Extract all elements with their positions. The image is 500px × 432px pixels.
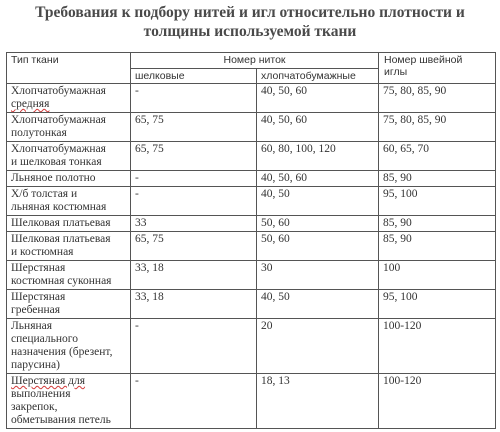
fabric-line: Хлопчатобумажная	[11, 85, 106, 97]
needle-cell: 100-120	[379, 319, 496, 374]
fabric-cell	[7, 84, 131, 113]
fabric-cell	[7, 216, 131, 232]
table-row	[7, 232, 496, 261]
fabric-line: гребенная	[11, 304, 61, 316]
table-title-line-2: толщины используемой ткани	[143, 23, 357, 40]
table-row	[7, 290, 496, 319]
cotton-cell: 40, 50, 60	[257, 113, 379, 142]
silk-cell: 65, 75	[131, 232, 257, 261]
fabric-cell	[7, 232, 131, 261]
fabric-cell	[7, 374, 131, 429]
needle-cell: 85, 90	[379, 171, 496, 187]
fabric-line: Хлопчатобумажная	[11, 143, 106, 155]
header-needle-number-line-1: Номер швейной	[384, 54, 463, 66]
cotton-cell: 40, 50, 60	[257, 84, 379, 113]
silk-cell: -	[131, 187, 257, 216]
fabric-line: Шерстяная	[11, 291, 66, 303]
requirements-table	[6, 52, 496, 429]
cotton-cell: 30	[257, 261, 379, 290]
silk-cell: 33	[131, 216, 257, 232]
silk-cell: 65, 75	[131, 113, 257, 142]
cotton-cell: 40, 50, 60	[257, 171, 379, 187]
needle-cell: 95, 100	[379, 187, 496, 216]
silk-cell: -	[131, 374, 257, 429]
fabric-cell	[7, 142, 131, 171]
cotton-cell: 40, 50	[257, 187, 379, 216]
cotton-cell: 40, 50	[257, 290, 379, 319]
fabric-line: средняя	[11, 98, 50, 110]
needle-cell: 75, 80, 85, 90	[379, 84, 496, 113]
fabric-line: специального	[11, 333, 78, 345]
fabric-line	[11, 375, 126, 388]
table-row	[7, 261, 496, 290]
fabric-line: и костюмная	[11, 246, 74, 258]
header-thread-number	[131, 53, 379, 69]
header-cotton	[257, 69, 379, 84]
fabric-line: парусина)	[11, 359, 60, 371]
table-row	[7, 113, 496, 142]
fabric-cell	[7, 171, 131, 187]
fabric-line: льняная костюмная	[11, 201, 107, 213]
header-fabric-type-label: Тип ткани	[11, 54, 59, 66]
table-row	[7, 84, 496, 113]
fabric-line: Шерстяная	[11, 262, 66, 274]
table-title-line-1: Требования к подбору нитей и игл относительно плотности и	[35, 4, 465, 21]
fabric-line-text: Шерстяная для	[11, 375, 86, 387]
needle-cell: 100	[379, 261, 496, 290]
needle-cell: 75, 80, 85, 90	[379, 113, 496, 142]
fabric-line: обметывания петель	[11, 414, 111, 426]
header-thread-number-label: Номер ниток	[223, 54, 286, 66]
needle-cell: 60, 65, 70	[379, 142, 496, 171]
silk-cell: 33, 18	[131, 290, 257, 319]
header-needle-number	[379, 53, 496, 84]
fabric-line: и шелковая тонкая	[11, 156, 102, 168]
header-cotton-label: хлопчатобумажные	[261, 70, 356, 82]
fabric-cell	[7, 113, 131, 142]
table-row	[7, 171, 496, 187]
cotton-cell: 50, 60	[257, 232, 379, 261]
table-row	[7, 142, 496, 171]
cotton-cell: 18, 13	[257, 374, 379, 429]
header-silk-label: шелковые	[135, 70, 185, 82]
silk-cell: -	[131, 171, 257, 187]
fabric-cell	[7, 319, 131, 374]
header-needle-number-line-2: иглы	[384, 66, 408, 78]
table-title	[0, 3, 500, 41]
fabric-line: костюмная суконная	[11, 275, 112, 287]
needle-cell: 95, 100	[379, 290, 496, 319]
fabric-line: назначения (брезент,	[11, 346, 113, 358]
needle-cell: 85, 90	[379, 232, 496, 261]
silk-cell: -	[131, 84, 257, 113]
fabric-line: Х/б толстая и	[11, 188, 78, 200]
fabric-line: закрепок,	[11, 401, 58, 413]
table-row	[7, 319, 496, 374]
fabric-line: Хлопчатобумажная	[11, 114, 106, 126]
cotton-cell: 60, 80, 100, 120	[257, 142, 379, 171]
needle-cell: 85, 90	[379, 216, 496, 232]
fabric-cell	[7, 187, 131, 216]
fabric-line: полутонкая	[11, 127, 67, 139]
silk-cell: 65, 75	[131, 142, 257, 171]
fabric-line: выполнения	[11, 388, 71, 400]
table-row	[7, 187, 496, 216]
fabric-line: Льняное полотно	[11, 172, 96, 184]
header-silk	[131, 69, 257, 84]
fabric-line: Льняная	[11, 320, 53, 332]
fabric-line: Шелковая платьевая	[11, 217, 111, 229]
table-row	[7, 374, 496, 429]
silk-cell: -	[131, 319, 257, 374]
table-row	[7, 216, 496, 232]
fabric-cell	[7, 261, 131, 290]
cotton-cell: 50, 60	[257, 216, 379, 232]
fabric-line: Шелковая платьевая	[11, 233, 111, 245]
needle-cell: 100-120	[379, 374, 496, 429]
cotton-cell: 20	[257, 319, 379, 374]
silk-cell: 33, 18	[131, 261, 257, 290]
header-row	[7, 53, 496, 69]
header-fabric-type	[7, 53, 131, 84]
fabric-cell	[7, 290, 131, 319]
